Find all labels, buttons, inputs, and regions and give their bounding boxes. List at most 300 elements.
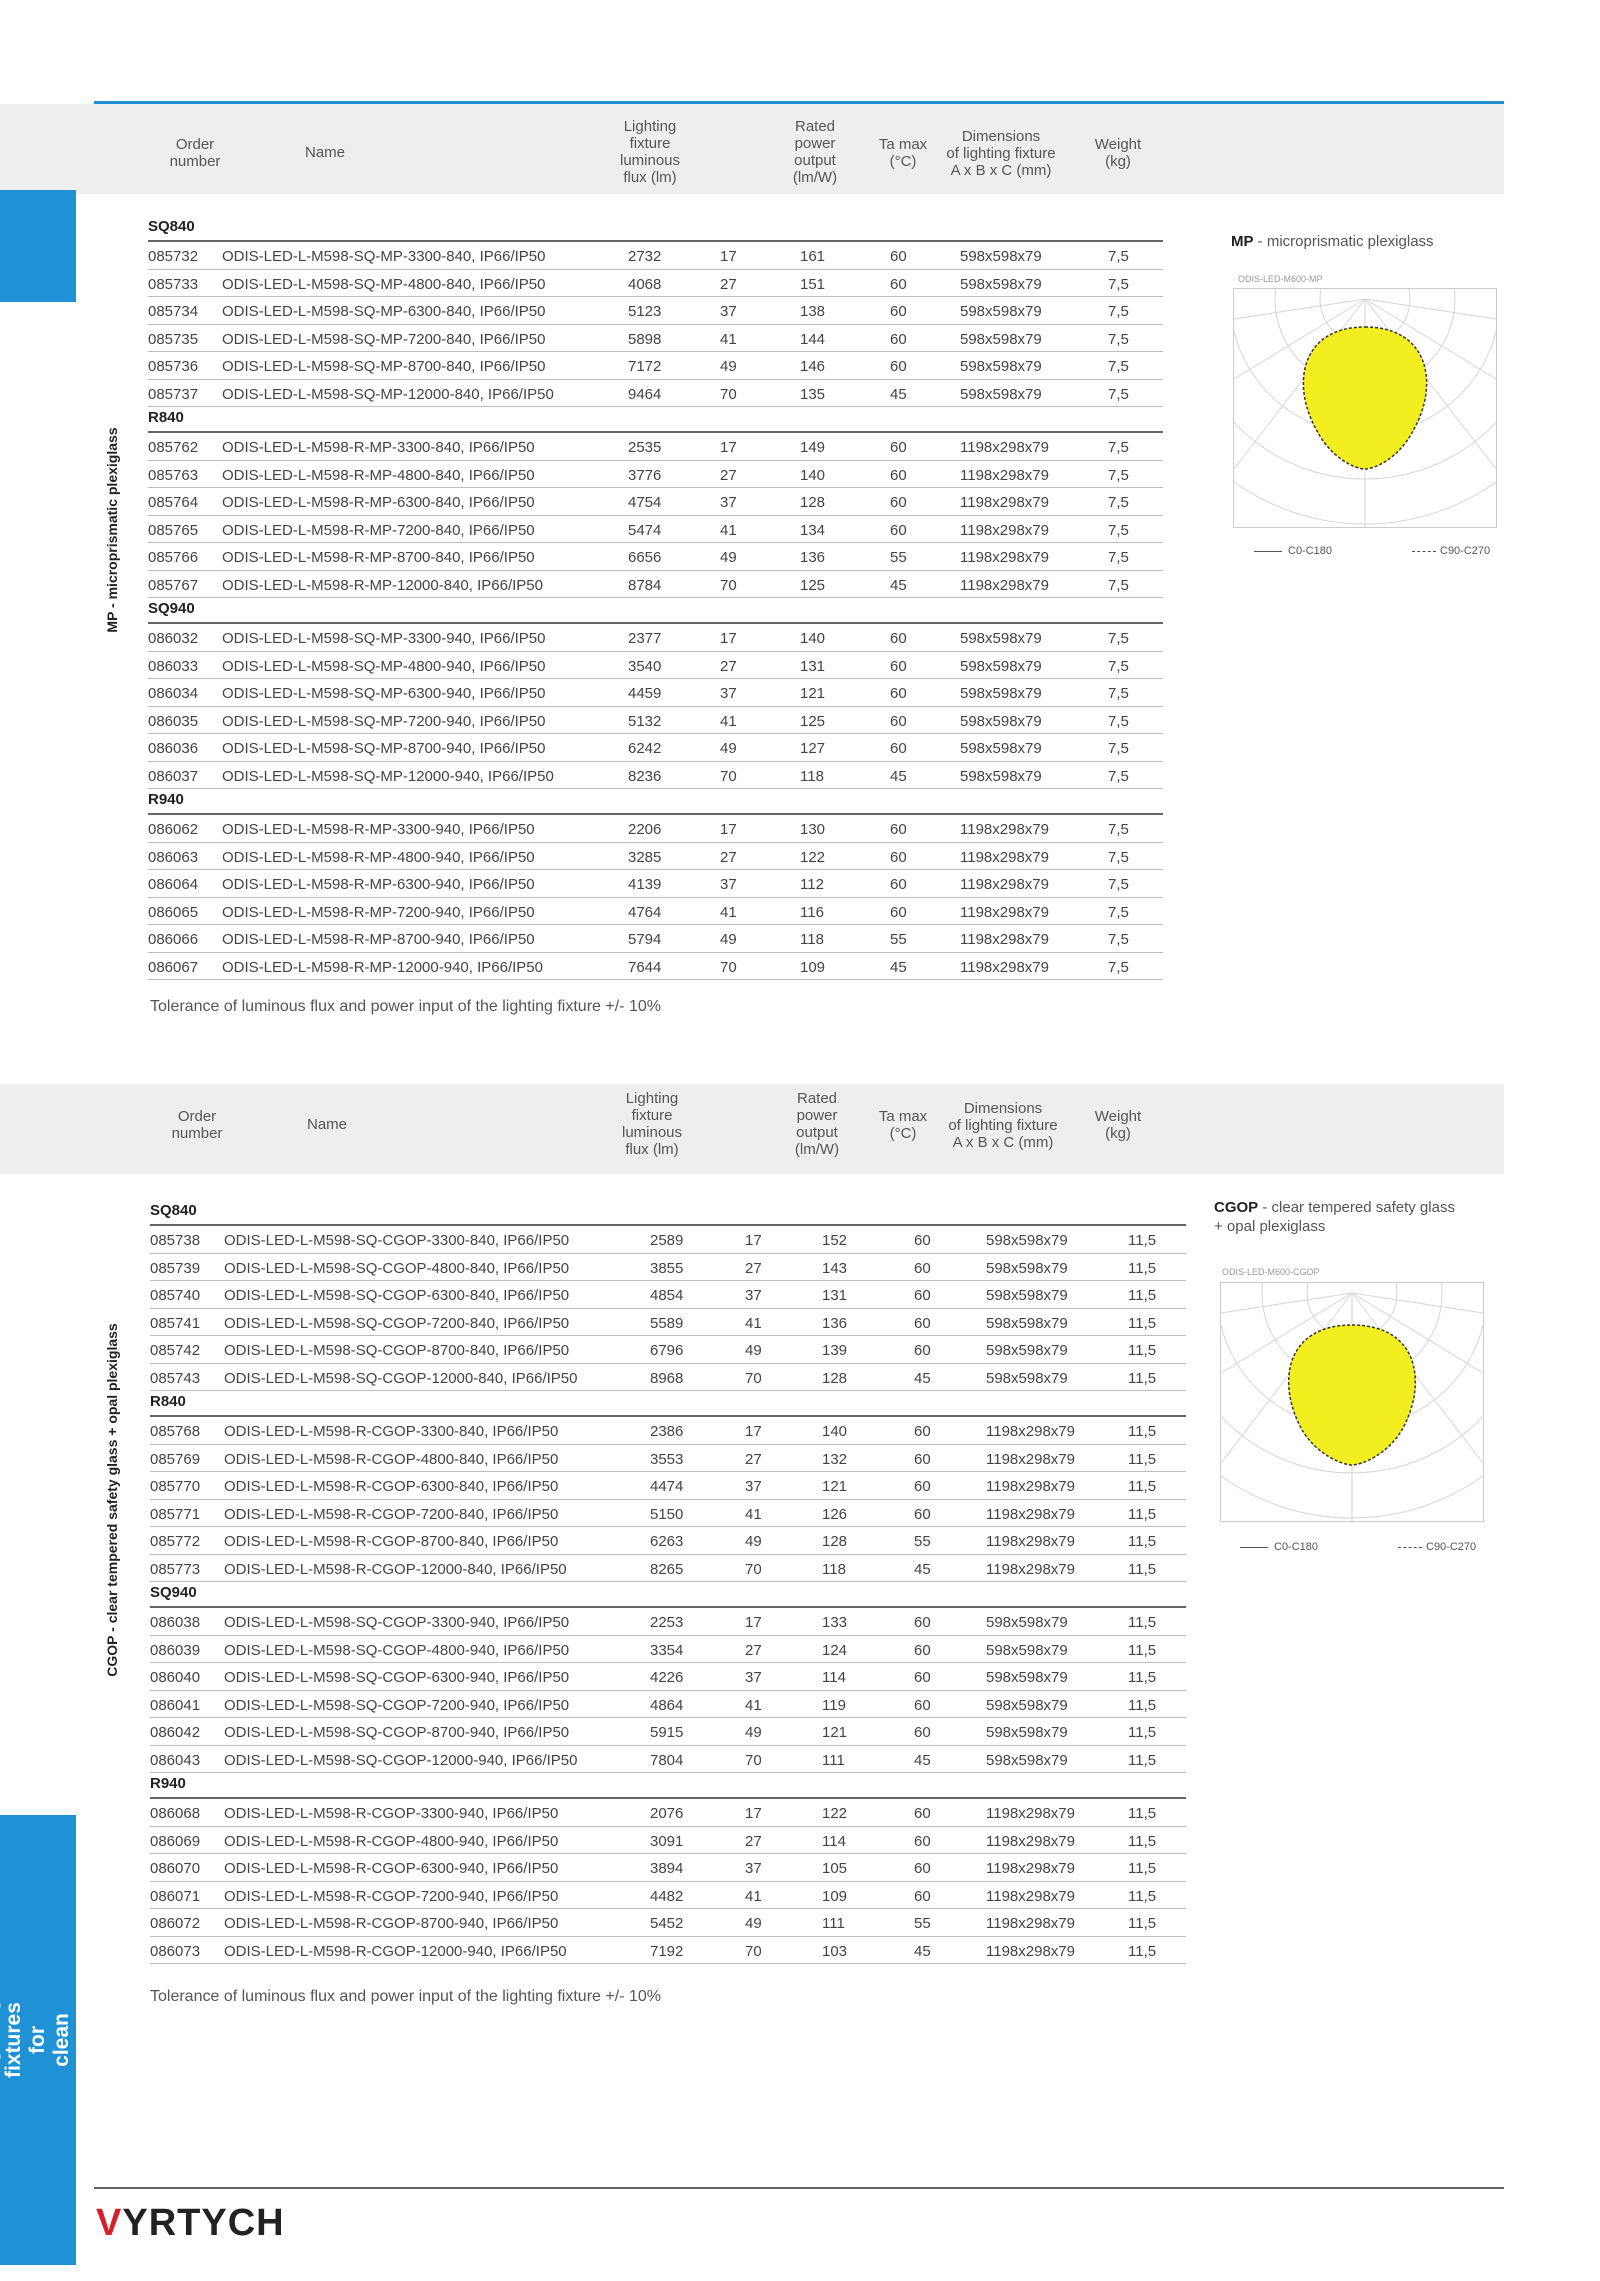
cell-dims: 598x598x79 — [960, 385, 1042, 403]
cell-flux: 8236 — [628, 767, 662, 785]
cell-name: ODIS-LED-L-M598-R-MP-7200-840, IP66/IP50 — [222, 521, 535, 539]
cell-output: 118 — [822, 1560, 846, 1578]
table-row — [148, 815, 1163, 843]
cell-ta: 60 — [890, 630, 907, 647]
cell-ta: 60 — [890, 466, 907, 484]
cell-ta: 45 — [914, 1369, 931, 1387]
cell-output: 143 — [822, 1259, 848, 1277]
mp-diagram-title-rest: - microprismatic plexiglass — [1253, 233, 1434, 250]
cell-name: ODIS-LED-L-M598-R-MP-6300-940, IP66/IP50 — [222, 876, 535, 893]
cell-order: 085739 — [150, 1259, 201, 1277]
cell-power: 49 — [720, 931, 737, 948]
table-row — [148, 516, 1163, 544]
cgop-legend-b — [1398, 1541, 1476, 1553]
cell-power: 17 — [745, 1423, 762, 1440]
cell-flux: 3285 — [628, 848, 662, 866]
cell-dims: 1198x298x79 — [986, 1478, 1075, 1495]
side-tab-top — [0, 190, 76, 302]
cell-name: ODIS-LED-L-M598-R-CGOP-4800-940, IP66/IP50 — [224, 1832, 559, 1850]
cell-power: 17 — [745, 1232, 762, 1249]
cell-power: 27 — [720, 848, 737, 866]
cell-flux: 8784 — [628, 576, 662, 594]
logo-rest: YRTYCH — [122, 2202, 285, 2244]
cell-weight: 7,5 — [1108, 958, 1129, 976]
cell-order: 086068 — [150, 1805, 201, 1822]
cell-power: 70 — [745, 1369, 762, 1387]
vyrtych-logo — [96, 2202, 285, 2245]
cell-dims: 1198x298x79 — [960, 821, 1049, 838]
cell-dims: 598x598x79 — [986, 1696, 1068, 1714]
legend-solid-line-2 — [1240, 1547, 1268, 1548]
cell-weight: 11,5 — [1128, 1342, 1157, 1359]
cell-power: 27 — [720, 657, 737, 675]
cell-output: 130 — [800, 821, 826, 838]
cell-power: 41 — [745, 1314, 762, 1332]
cell-weight: 11,5 — [1128, 1450, 1157, 1468]
cell-order: 085743 — [150, 1369, 201, 1387]
cell-weight: 11,5 — [1128, 1314, 1157, 1332]
cell-flux: 5150 — [650, 1505, 684, 1523]
table-row — [150, 1364, 1186, 1392]
cell-power: 49 — [745, 1533, 762, 1550]
cell-dims: 598x598x79 — [960, 657, 1042, 675]
mp-diagram-sub: ODIS-LED-M600-MP — [1238, 274, 1323, 284]
cell-name: ODIS-LED-L-M598-R-CGOP-7200-840, IP66/IP50 — [224, 1505, 559, 1523]
cell-dims: 1198x298x79 — [986, 1505, 1075, 1523]
cell-name: ODIS-LED-L-M598-R-CGOP-12000-940, IP66/IP50 — [224, 1942, 567, 1960]
cell-power: 70 — [745, 1942, 762, 1960]
cell-output: 119 — [822, 1696, 846, 1714]
cell-name: ODIS-LED-L-M598-R-MP-8700-840, IP66/IP50 — [222, 549, 535, 566]
cell-name: ODIS-LED-L-M598-R-CGOP-3300-940, IP66/IP50 — [224, 1805, 559, 1822]
cell-weight: 11,5 — [1128, 1696, 1157, 1714]
cell-power: 37 — [745, 1669, 762, 1686]
cell-output: 136 — [822, 1314, 848, 1332]
cell-weight: 7,5 — [1108, 385, 1129, 403]
cell-order: 086040 — [150, 1669, 201, 1686]
cell-dims: 1198x298x79 — [960, 931, 1049, 948]
table-row — [148, 734, 1163, 762]
col-flux-2: Lighting fixture luminous flux (lm) — [621, 1090, 683, 1158]
table-row — [148, 762, 1163, 790]
cell-name: ODIS-LED-L-M598-SQ-CGOP-3300-840, IP66/IP50 — [224, 1232, 570, 1249]
cell-power: 70 — [720, 958, 737, 976]
cell-output: 112 — [800, 876, 824, 893]
cell-weight: 7,5 — [1108, 275, 1129, 293]
cell-order: 086071 — [150, 1887, 201, 1905]
cell-name: ODIS-LED-L-M598-R-CGOP-8700-840, IP66/IP50 — [224, 1533, 559, 1550]
cell-power: 37 — [720, 303, 737, 320]
cell-power: 17 — [745, 1614, 762, 1631]
cell-ta: 55 — [890, 931, 907, 948]
cell-output: 114 — [822, 1669, 846, 1686]
cell-weight: 7,5 — [1108, 767, 1129, 785]
table-row — [148, 953, 1163, 981]
cell-ta: 60 — [890, 903, 907, 921]
cell-dims: 1198x298x79 — [986, 1533, 1075, 1550]
cell-output: 133 — [822, 1614, 848, 1631]
table-row — [148, 624, 1163, 652]
cell-output: 136 — [800, 549, 826, 566]
cell-output: 121 — [822, 1724, 848, 1741]
cell-flux: 2535 — [628, 439, 662, 456]
cell-name: ODIS-LED-L-M598-R-MP-6300-840, IP66/IP50 — [222, 494, 535, 511]
cell-power: 41 — [720, 903, 737, 921]
cell-weight: 7,5 — [1108, 303, 1129, 320]
table-row — [148, 679, 1163, 707]
cell-power: 37 — [745, 1860, 762, 1877]
col-dims-2: Dimensions of lighting fixture A x B x C (mm) — [948, 1100, 1058, 1151]
cell-order: 086063 — [148, 848, 199, 866]
table-row — [150, 1882, 1186, 1910]
cell-dims: 1198x298x79 — [986, 1832, 1075, 1850]
cell-order: 085740 — [150, 1287, 201, 1304]
cell-output: 128 — [822, 1533, 848, 1550]
cell-flux: 2386 — [650, 1423, 684, 1440]
cell-weight: 11,5 — [1128, 1287, 1157, 1304]
cell-power: 17 — [720, 439, 737, 456]
cell-dims: 1198x298x79 — [986, 1942, 1075, 1960]
cell-flux: 5898 — [628, 330, 662, 348]
cell-output: 109 — [822, 1887, 848, 1905]
cell-power: 41 — [720, 330, 737, 348]
cell-weight: 7,5 — [1108, 685, 1129, 702]
cell-flux: 6656 — [628, 549, 662, 566]
cell-weight: 11,5 — [1128, 1614, 1157, 1631]
col-ta-2: Ta max (°C) — [878, 1108, 928, 1142]
cell-order: 086036 — [148, 740, 199, 757]
footer-rule — [94, 2187, 1504, 2189]
cell-power: 37 — [720, 494, 737, 511]
cell-weight: 11,5 — [1128, 1478, 1157, 1495]
mp-tolerance: Tolerance of luminous flux and power input of the lighting fixture +/- 10% — [150, 998, 661, 1015]
cell-order: 086065 — [148, 903, 199, 921]
cell-order: 086073 — [150, 1942, 201, 1960]
table-row — [150, 1336, 1186, 1364]
table-row — [150, 1854, 1186, 1882]
cell-output: 134 — [800, 521, 826, 539]
cell-weight: 7,5 — [1108, 576, 1129, 594]
cell-flux: 6263 — [650, 1533, 684, 1550]
cell-order: 086070 — [150, 1860, 201, 1877]
cell-ta: 60 — [890, 521, 907, 539]
cell-output: 144 — [800, 330, 826, 348]
cell-dims: 1198x298x79 — [986, 1915, 1075, 1932]
cell-flux: 4459 — [628, 685, 662, 702]
cell-power: 70 — [745, 1751, 762, 1769]
cell-flux: 5452 — [650, 1915, 684, 1932]
table-row — [150, 1636, 1186, 1664]
cell-power: 17 — [745, 1805, 762, 1822]
cell-weight: 11,5 — [1128, 1259, 1157, 1277]
cell-output: 111 — [822, 1915, 845, 1932]
cell-ta: 60 — [914, 1232, 931, 1249]
cgop-polar-curve — [1289, 1325, 1416, 1465]
cell-dims: 1198x298x79 — [960, 521, 1049, 539]
cell-power: 41 — [720, 712, 737, 730]
cell-ta: 60 — [914, 1314, 931, 1332]
cell-dims: 598x598x79 — [960, 740, 1042, 757]
cell-order: 085737 — [148, 385, 199, 403]
group-title: SQ840 — [148, 218, 195, 235]
legend-solid-line — [1254, 551, 1282, 552]
cell-ta: 60 — [914, 1478, 931, 1495]
cell-flux: 2377 — [628, 630, 662, 647]
cell-ta: 60 — [914, 1641, 931, 1659]
cell-name: ODIS-LED-L-M598-SQ-MP-12000-940, IP66/IP50 — [222, 767, 554, 785]
cell-order: 085767 — [148, 576, 199, 594]
cell-output: 139 — [822, 1342, 848, 1359]
cell-name: ODIS-LED-L-M598-SQ-CGOP-7200-940, IP66/IP50 — [224, 1696, 570, 1714]
cell-name: ODIS-LED-L-M598-SQ-MP-8700-840, IP66/IP50 — [222, 358, 546, 375]
section-label-mp: MP - microprismatic plexiglass — [104, 427, 120, 633]
cgop-legend-a — [1240, 1541, 1318, 1553]
cell-dims: 598x598x79 — [986, 1641, 1068, 1659]
cell-power: 49 — [720, 740, 737, 757]
cell-power: 27 — [720, 275, 737, 293]
cell-power: 41 — [745, 1887, 762, 1905]
cell-output: 121 — [822, 1478, 848, 1495]
cell-order: 085733 — [148, 275, 199, 293]
cell-ta: 45 — [890, 385, 907, 403]
cgop-legend-b-text: C90-C270 — [1426, 1541, 1477, 1553]
cell-ta: 45 — [890, 576, 907, 594]
cell-name: ODIS-LED-L-M598-SQ-CGOP-4800-940, IP66/IP50 — [224, 1641, 570, 1659]
group-title: R840 — [148, 409, 184, 426]
cell-name: ODIS-LED-L-M598-SQ-MP-6300-940, IP66/IP50 — [222, 685, 546, 702]
cell-ta: 60 — [890, 358, 907, 375]
table-row — [148, 433, 1163, 461]
cell-name: ODIS-LED-L-M598-SQ-MP-3300-840, IP66/IP50 — [222, 248, 546, 265]
cell-dims: 598x598x79 — [960, 767, 1042, 785]
cell-order: 085764 — [148, 494, 199, 511]
cgop-diagram-sub: ODIS-LED-M600-CGOP — [1222, 1267, 1320, 1277]
cell-weight: 11,5 — [1128, 1724, 1157, 1741]
cell-name: ODIS-LED-L-M598-SQ-CGOP-7200-840, IP66/IP50 — [224, 1314, 570, 1332]
table-row — [148, 270, 1163, 298]
cell-dims: 1198x298x79 — [960, 494, 1049, 511]
cell-order: 085773 — [150, 1560, 201, 1578]
cell-dims: 598x598x79 — [986, 1287, 1068, 1304]
cell-flux: 3091 — [650, 1832, 684, 1850]
cell-output: 127 — [800, 740, 826, 757]
cell-ta: 60 — [890, 712, 907, 730]
cell-output: 138 — [800, 303, 826, 320]
cell-flux: 2253 — [650, 1614, 684, 1631]
cell-output: 152 — [822, 1232, 848, 1249]
logo-v: V — [96, 2202, 123, 2244]
cell-order: 086032 — [148, 630, 199, 647]
table-row — [148, 898, 1163, 926]
cell-weight: 11,5 — [1128, 1423, 1157, 1440]
cell-weight: 7,5 — [1108, 821, 1129, 838]
cell-output: 151 — [800, 275, 826, 293]
cell-flux: 7192 — [650, 1942, 684, 1960]
cell-power: 49 — [720, 358, 737, 375]
cell-dims: 598x598x79 — [960, 358, 1042, 375]
cell-weight: 7,5 — [1108, 358, 1129, 375]
cell-power: 17 — [720, 248, 737, 265]
cell-order: 085772 — [150, 1533, 201, 1550]
table-row — [150, 1445, 1186, 1473]
cell-ta: 55 — [914, 1533, 931, 1550]
table-row — [150, 1746, 1186, 1774]
cell-output: 140 — [800, 630, 826, 647]
cell-order: 086067 — [148, 958, 199, 976]
cell-ta: 60 — [914, 1423, 931, 1440]
cell-name: ODIS-LED-L-M598-SQ-CGOP-12000-840, IP66/IP50 — [224, 1369, 578, 1387]
table-row — [150, 1281, 1186, 1309]
table-row — [150, 1827, 1186, 1855]
cell-output: 146 — [800, 358, 826, 375]
cell-flux: 3855 — [650, 1259, 684, 1277]
cgop-polar-svg — [1221, 1283, 1483, 1521]
cell-ta: 60 — [914, 1887, 931, 1905]
group-title: R940 — [150, 1775, 186, 1792]
cell-ta: 60 — [914, 1724, 931, 1741]
cell-power: 49 — [745, 1342, 762, 1359]
cell-power: 27 — [745, 1259, 762, 1277]
cell-output: 105 — [822, 1860, 848, 1877]
cell-dims: 598x598x79 — [960, 275, 1042, 293]
table-row — [148, 488, 1163, 516]
top-header-band — [0, 104, 1504, 194]
cell-flux: 5123 — [628, 303, 662, 320]
category-side-tab — [0, 1815, 97, 2265]
cell-output: 140 — [800, 466, 826, 484]
cell-flux: 9464 — [628, 385, 662, 403]
table-row — [148, 352, 1163, 380]
cell-name: ODIS-LED-L-M598-SQ-CGOP-3300-940, IP66/IP50 — [224, 1614, 570, 1631]
cell-dims: 1198x298x79 — [960, 549, 1049, 566]
cell-name: ODIS-LED-L-M598-SQ-MP-4800-840, IP66/IP50 — [222, 275, 546, 293]
table-row — [150, 1500, 1186, 1528]
cell-order: 086043 — [150, 1751, 201, 1769]
mp-legend-a — [1254, 545, 1332, 557]
cell-dims: 1198x298x79 — [986, 1887, 1075, 1905]
cell-flux: 4474 — [650, 1478, 684, 1495]
cell-flux: 7644 — [628, 958, 662, 976]
cell-weight: 7,5 — [1108, 903, 1129, 921]
cell-dims: 598x598x79 — [986, 1614, 1068, 1631]
cell-name: ODIS-LED-L-M598-R-CGOP-4800-840, IP66/IP50 — [224, 1450, 559, 1468]
cell-dims: 1198x298x79 — [960, 439, 1049, 456]
cell-dims: 598x598x79 — [960, 712, 1042, 730]
cell-dims: 598x598x79 — [986, 1342, 1068, 1359]
table-row — [148, 325, 1163, 353]
cell-power: 27 — [745, 1641, 762, 1659]
cell-weight: 7,5 — [1108, 521, 1129, 539]
group-title: R940 — [148, 791, 184, 808]
cell-ta: 45 — [914, 1560, 931, 1578]
cell-ta: 60 — [890, 494, 907, 511]
col-ta: Ta max (°C) — [878, 136, 928, 170]
cell-weight: 11,5 — [1128, 1915, 1157, 1932]
cell-flux: 5915 — [650, 1724, 684, 1741]
cell-ta: 60 — [914, 1259, 931, 1277]
cell-power: 27 — [745, 1450, 762, 1468]
cgop-diagram-title-rest: - clear tempered safety glass + opal plexiglass — [1214, 1199, 1455, 1235]
col-weight: Weight (kg) — [1094, 136, 1142, 170]
cell-flux: 7172 — [628, 358, 662, 375]
cell-flux: 3553 — [650, 1450, 684, 1468]
cell-ta: 60 — [890, 876, 907, 893]
cell-output: 132 — [822, 1450, 848, 1468]
cell-weight: 7,5 — [1108, 549, 1129, 566]
cell-name: ODIS-LED-L-M598-SQ-MP-7200-940, IP66/IP50 — [222, 712, 546, 730]
table-row — [148, 461, 1163, 489]
cell-output: 126 — [822, 1505, 848, 1523]
cell-power: 37 — [720, 685, 737, 702]
cell-order: 086066 — [148, 931, 199, 948]
cell-weight: 7,5 — [1108, 712, 1129, 730]
cell-order: 085742 — [150, 1342, 201, 1359]
cell-power: 70 — [745, 1560, 762, 1578]
cell-dims: 1198x298x79 — [960, 848, 1049, 866]
cell-dims: 598x598x79 — [960, 685, 1042, 702]
table-row — [148, 380, 1163, 408]
table-row — [150, 1909, 1186, 1937]
cell-order: 085762 — [148, 439, 199, 456]
cell-name: ODIS-LED-L-M598-R-CGOP-7200-940, IP66/IP50 — [224, 1887, 559, 1905]
cell-ta: 45 — [914, 1942, 931, 1960]
cell-dims: 598x598x79 — [986, 1724, 1068, 1741]
cell-flux: 3354 — [650, 1641, 684, 1659]
cell-power: 27 — [720, 466, 737, 484]
mp-diagram-title — [1231, 232, 1491, 251]
cell-order: 085771 — [150, 1505, 201, 1523]
cell-ta: 55 — [890, 549, 907, 566]
cell-output: 131 — [800, 657, 826, 675]
table-row — [150, 1555, 1186, 1583]
cell-power: 17 — [720, 821, 737, 838]
cell-power: 49 — [745, 1724, 762, 1741]
cell-name: ODIS-LED-L-M598-R-MP-12000-840, IP66/IP50 — [222, 576, 543, 594]
group-title: SQ940 — [150, 1584, 197, 1601]
cell-power: 49 — [745, 1915, 762, 1932]
cell-name: ODIS-LED-L-M598-SQ-CGOP-12000-940, IP66/IP50 — [224, 1751, 578, 1769]
cell-name: ODIS-LED-L-M598-SQ-CGOP-4800-840, IP66/IP50 — [224, 1259, 570, 1277]
cell-ta: 60 — [914, 1860, 931, 1877]
cell-order: 086062 — [148, 821, 199, 838]
table-row — [150, 1527, 1186, 1555]
cell-flux: 4139 — [628, 876, 662, 893]
cell-ta: 60 — [890, 657, 907, 675]
cell-weight: 11,5 — [1128, 1533, 1157, 1550]
cell-flux: 2732 — [628, 248, 662, 265]
group-title: SQ840 — [150, 1202, 197, 1219]
cell-weight: 11,5 — [1128, 1641, 1157, 1659]
table-row — [150, 1417, 1186, 1445]
cell-output: 109 — [800, 958, 826, 976]
cell-ta: 60 — [890, 248, 907, 265]
cell-name: ODIS-LED-L-M598-R-CGOP-6300-940, IP66/IP50 — [224, 1860, 559, 1877]
cell-output: 114 — [822, 1832, 846, 1850]
cell-ta: 60 — [914, 1505, 931, 1523]
cell-power: 41 — [720, 521, 737, 539]
cell-weight: 11,5 — [1128, 1942, 1157, 1960]
cell-order: 086072 — [150, 1915, 201, 1932]
cell-weight: 11,5 — [1128, 1669, 1157, 1686]
table-row — [150, 1718, 1186, 1746]
cell-flux: 2076 — [650, 1805, 684, 1822]
cell-dims: 598x598x79 — [986, 1232, 1068, 1249]
table-row — [148, 652, 1163, 680]
cell-power: 70 — [720, 385, 737, 403]
cell-ta: 60 — [890, 439, 907, 456]
cell-name: ODIS-LED-L-M598-R-MP-12000-940, IP66/IP50 — [222, 958, 543, 976]
cell-flux: 5132 — [628, 712, 662, 730]
